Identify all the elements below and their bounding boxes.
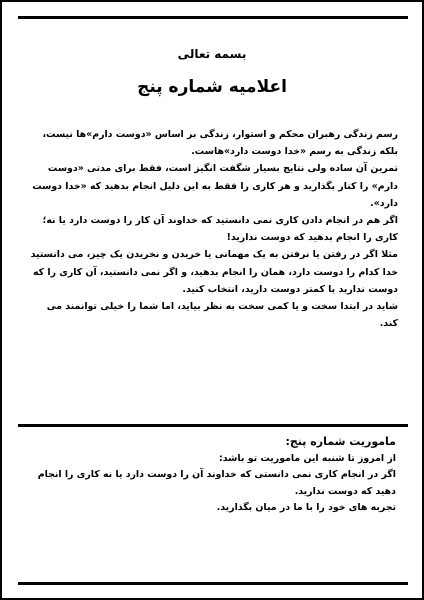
mission-line-2: اگر در انجام کاری نمی دانستی که خداوند آن را دوست دارد یا نه کاری را انجام دهید که دوست ندارید. — [37, 469, 396, 497]
top-rule — [18, 16, 408, 19]
blessing-text: بسمه تعالی — [177, 47, 247, 61]
middle-rule — [18, 424, 408, 427]
header — [0, 46, 424, 98]
mission-title: ماموریت شماره پنج: — [285, 435, 396, 448]
paragraph-5: شاید در ابتدا سخت و یا کمی سخت به نظر بیاید، اما شما را خیلی توانمند می کند. — [46, 301, 398, 330]
paragraph-2: تمرین آن ساده ولی نتایج بسیار شگفت انگیز است، فقط برای مدتی «دوست دارم» را کنار بگذارید و هر کاری را فقط به این دلیل انجام بدهید که «خدا دوست دارد». — [32, 163, 398, 209]
announcement-title: اعلامیه شماره پنج — [137, 77, 287, 97]
paragraph-3: اگر هم در انجام دادن کاری نمی دانستید که خداوند آن کار را دوست دارد یا نه؛ کاری را انجام بدهید که دوست ندارید! — [42, 215, 398, 244]
announcement-body — [26, 126, 398, 332]
paragraph-1: رسم زندگی رهبران محکم و استوار، زندگی بر اساس «دوست دارم»ها نیست، بلکه زندگی به رسم «خدا دوست دارد»هاست. — [42, 129, 398, 158]
mission-section — [30, 433, 396, 517]
mission-line-3: تجربه های خود را با ما در میان بگذارید. — [216, 502, 396, 514]
paragraph-4: مثلا اگر در رفتن یا نرفتن به یک مهمانی یا خریدن و نخریدن یک چیز، می دانستید خدا کدام را دوست دارد، همان را انجام بدهید، و اگر نمی دانستید، آن کاری را که دوست ندارید یا کمتر دوست دارید، انتخاب کنید. — [30, 249, 398, 295]
mission-line-1: از امروز تا شنبه این ماموریت تو باشد: — [219, 453, 396, 464]
bottom-rule — [18, 582, 408, 585]
